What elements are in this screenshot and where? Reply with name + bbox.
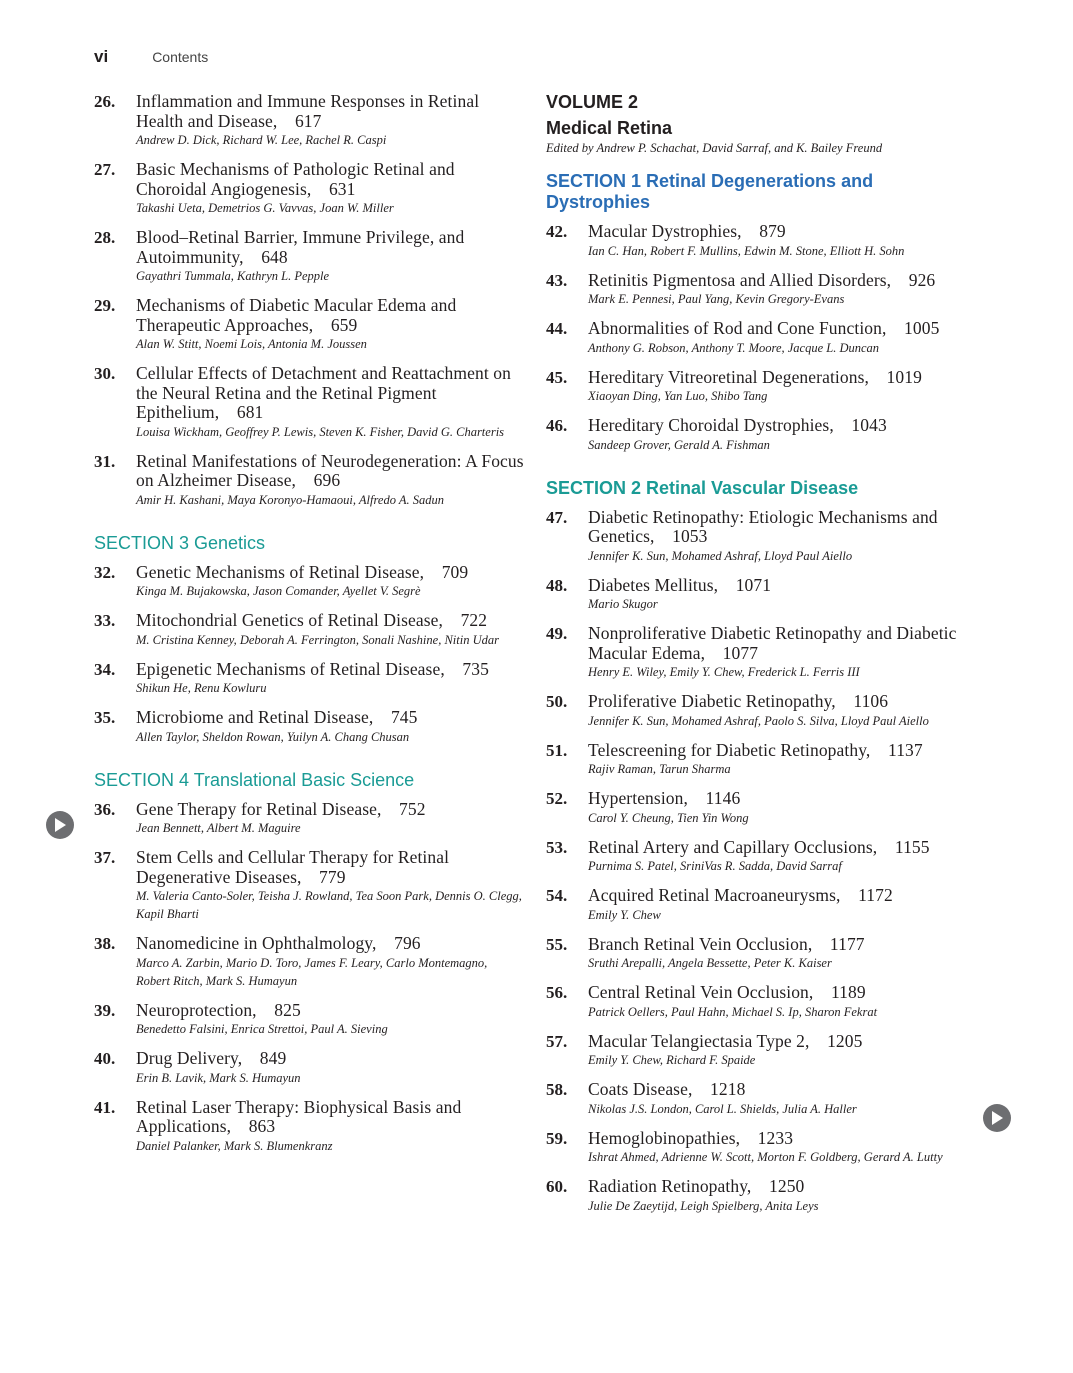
chapter-title: Branch Retinal Vein Occlusion, 1177 (588, 933, 865, 954)
toc-entry (94, 611, 524, 649)
chapter-number: 47. (546, 507, 568, 527)
chapter-number: 33. (94, 611, 116, 630)
chapter-number: 48. (546, 575, 568, 595)
chapter-number: 59. (546, 1128, 568, 1148)
chapter-number: 45. (546, 367, 568, 387)
chapter-number: 37. (94, 848, 116, 867)
toc-entry (546, 271, 976, 309)
toc-entry (546, 1129, 976, 1167)
entry-list (94, 563, 524, 746)
toc-entry (546, 508, 976, 565)
chapter-authors: Purnima S. Patel, SriniVas R. Sadda, David Sarraf (588, 859, 842, 873)
toc-entry (94, 452, 524, 509)
chapter-authors: Jennifer K. Sun, Mohamed Ashraf, Paolo S. Silva, Lloyd Paul Aiello (588, 713, 929, 728)
chapter-title: Stem Cells and Cellular Therapy for Retinal Degenerative Diseases, 779 (136, 847, 450, 887)
chapter-title: Retinal Laser Therapy: Biophysical Basis and Applications, 863 (136, 1096, 462, 1136)
toc-entry (546, 692, 976, 730)
chapter-authors: Mark E. Pennesi, Paul Yang, Kevin Gregory-Evans (588, 292, 845, 306)
chapter-number: 44. (546, 319, 568, 338)
toc-entry (546, 1032, 976, 1070)
chapter-authors: Julie De Zaeytijd, Leigh Spielberg, Anita Leys (588, 1198, 819, 1213)
chapter-authors: Takashi Ueta, Demetrios G. Vavvas, Joan W. Miller (136, 201, 394, 215)
section-heading-vascular: SECTION 2 Retinal Vascular Disease (546, 477, 859, 498)
chapter-authors: Carol Y. Cheung, Tien Yin Wong (588, 810, 749, 825)
chapter-title: Hypertension, 1146 (588, 788, 741, 808)
toc-entry (94, 160, 524, 217)
toc-entry (546, 624, 976, 681)
chapter-title: Inflammation and Immune Responses in Retinal Health and Disease, 617 (136, 91, 480, 131)
toc-entry (546, 789, 976, 827)
toc-entry (94, 228, 524, 285)
chapter-title: Macular Dystrophies, 879 (588, 221, 786, 241)
chapter-title: Diabetic Retinopathy: Etiologic Mechanisms and Genetics, 1053 (588, 506, 938, 546)
chapter-number: 55. (546, 934, 568, 954)
right-column (546, 92, 976, 1226)
chapter-number: 26. (94, 92, 116, 111)
chapter-authors: Gayathri Tummala, Kathryn L. Pepple (136, 269, 330, 283)
chapter-number: 27. (94, 160, 116, 179)
chapter-number: 53. (546, 837, 568, 857)
chapter-number: 60. (546, 1177, 568, 1196)
chapter-authors: Mario Skugor (588, 597, 658, 611)
chapter-authors: Nikolas J.S. London, Carol L. Shields, Julia A. Haller (588, 1101, 857, 1116)
chapter-number: 54. (546, 886, 568, 905)
chapter-authors: Kinga M. Bujakowska, Jason Comander, Ayellet V. Segrè (136, 584, 421, 598)
toc-entry (94, 800, 524, 838)
chapter-authors: Andrew D. Dick, Richard W. Lee, Rachel R. Caspi (136, 133, 387, 147)
toc-entry (546, 368, 976, 406)
chapter-title: Central Retinal Vein Occlusion, 1189 (588, 982, 866, 1002)
chapter-authors: Ian C. Han, Robert F. Mullins, Edwin M. Stone, Elliott H. Sohn (588, 243, 905, 258)
toc-entry (94, 660, 524, 698)
toc-entry (546, 983, 976, 1021)
chapter-authors: Xiaoyan Ding, Yan Luo, Shibo Tang (588, 389, 768, 403)
chapter-title: Hereditary Vitreoretinal Degenerations, 1019 (588, 366, 922, 387)
chapter-authors: Benedetto Falsini, Enrica Strettoi, Paul A. Sieving (136, 1022, 388, 1036)
toc-entry (546, 838, 976, 876)
chapter-authors: Henry E. Wiley, Emily Y. Chew, Frederick L. Ferris III (588, 665, 860, 679)
chapter-authors: Sandeep Grover, Gerald A. Fishman (588, 437, 770, 452)
toc-entry (94, 934, 524, 990)
chapter-number: 46. (546, 416, 568, 435)
chapter-title: Mechanisms of Diabetic Macular Edema and Therapeutic Approaches, 659 (136, 295, 457, 335)
chapter-title: Diabetes Mellitus, 1071 (588, 574, 772, 595)
chapter-title: Gene Therapy for Retinal Disease, 752 (136, 798, 426, 819)
chapter-title: Nonproliferative Diabetic Retinopathy and Diabetic Macular Edema, 1077 (588, 623, 957, 663)
chapter-number: 49. (546, 624, 568, 643)
chapter-authors: Emily Y. Chew (588, 907, 661, 922)
chapter-title: Macular Telangiectasia Type 2, 1205 (588, 1030, 863, 1051)
running-title: Contents (152, 49, 209, 65)
chapter-authors: Daniel Palanker, Mark S. Blumenkranz (136, 1138, 333, 1153)
chapter-number: 40. (94, 1049, 116, 1068)
chapter-authors: Ishrat Ahmed, Adrienne W. Scott, Morton F. Goldberg, Gerard A. Lutty (588, 1150, 943, 1164)
chapter-title: Hemoglobinopathies, 1233 (588, 1127, 794, 1148)
chapter-authors: Jennifer K. Sun, Mohamed Ashraf, Lloyd Paul Aiello (588, 548, 853, 563)
chapter-number: 42. (546, 222, 568, 241)
chapter-title: Telescreening for Diabetic Retinopathy, 1137 (588, 739, 923, 760)
chapter-title: Proliferative Diabetic Retinopathy, 1106 (588, 691, 889, 711)
chapter-title: Coats Disease, 1218 (588, 1079, 746, 1099)
play-icon[interactable] (983, 1104, 1011, 1132)
entry-list (94, 800, 524, 1155)
toc-entry (94, 1001, 524, 1039)
chapter-number: 58. (546, 1080, 568, 1099)
toc-entry (546, 741, 976, 779)
chapter-number: 43. (546, 270, 568, 290)
toc-entry (546, 1177, 976, 1215)
chapter-title: Retinal Artery and Capillary Occlusions, 1155 (588, 836, 930, 857)
chapter-title: Mitochondrial Genetics of Retinal Disease, 722 (136, 610, 488, 630)
chapter-number: 56. (546, 983, 568, 1002)
chapter-authors: M. Valeria Canto-Soler, Teisha J. Rowland, Tea Soon Park, Dennis O. Clegg, Kapil Bharti (136, 889, 522, 921)
chapter-authors: Sruthi Arepalli, Angela Bessette, Peter K. Kaiser (588, 956, 832, 970)
toc-entry (94, 296, 524, 353)
chapter-title: Retinal Manifestations of Neurodegeneration: A Focus on Alzheimer Disease, 696 (136, 450, 524, 490)
chapter-number: 52. (546, 789, 568, 808)
chapter-number: 32. (94, 562, 116, 582)
chapter-number: 41. (94, 1097, 116, 1117)
chapter-authors: Patrick Oellers, Paul Hahn, Michael S. Ip, Sharon Fekrat (588, 1004, 878, 1019)
chapter-number: 38. (94, 934, 116, 953)
chapter-authors: Erin B. Lavik, Mark S. Humayun (136, 1070, 301, 1085)
chapter-authors: Louisa Wickham, Geoffrey P. Lewis, Steven K. Fisher, David G. Charteris (136, 424, 505, 439)
toc-entry (94, 563, 524, 601)
section-heading-degenerations: SECTION 1 Retinal Degenerations and Dystrophies (546, 171, 874, 212)
chapter-title: Retinitis Pigmentosa and Allied Disorders, 926 (588, 269, 936, 290)
left-column (94, 92, 524, 1166)
chapter-number: 29. (94, 296, 116, 315)
chapter-number: 35. (94, 708, 116, 727)
chapter-authors: Alan W. Stitt, Noemi Lois, Antonia M. Joussen (136, 337, 367, 351)
chapter-authors: Jean Bennett, Albert M. Maguire (136, 821, 301, 835)
toc-entry (546, 935, 976, 973)
toc-entry (94, 1098, 524, 1155)
chapter-number: 51. (546, 740, 568, 760)
chapter-number: 31. (94, 451, 116, 471)
volume-editors: Edited by Andrew P. Schachat, David Sarraf, and K. Bailey Freund (546, 141, 883, 155)
chapter-title: Nanomedicine in Ophthalmology, 796 (136, 933, 421, 953)
chapter-number: 34. (94, 659, 116, 679)
toc-entry (546, 886, 976, 924)
toc-entry (94, 1049, 524, 1087)
chapter-authors: Emily Y. Chew, Richard F. Spaide (588, 1053, 756, 1067)
toc-entry (94, 848, 524, 923)
chapter-authors: M. Cristina Kenney, Deborah A. Ferrington, Sonali Nashine, Nitin Udar (136, 632, 499, 647)
entry-list (546, 508, 976, 1215)
chapter-title: Radiation Retinopathy, 1250 (588, 1176, 805, 1196)
page-header (94, 47, 208, 71)
chapter-authors: Marco A. Zarbin, Mario D. Toro, James F. Leary, Carlo Montemagno, Robert Ritch, Mark S. Humayun (136, 955, 488, 988)
chapter-title: Genetic Mechanisms of Retinal Disease, 709 (136, 561, 469, 582)
entry-list (94, 92, 524, 509)
chapter-authors: Allen Taylor, Sheldon Rowan, Yuilyn A. Chang Chusan (136, 729, 410, 744)
toc-entry (546, 319, 976, 357)
page-number: vi (94, 47, 109, 66)
toc-entry (94, 708, 524, 746)
chapter-number: 36. (94, 799, 116, 819)
section-heading-translational: SECTION 4 Translational Basic Science (94, 769, 415, 790)
toc-entry (94, 364, 524, 441)
chapter-number: 28. (94, 228, 116, 247)
chapter-title: Drug Delivery, 849 (136, 1048, 287, 1068)
chapter-title: Hereditary Choroidal Dystrophies, 1043 (588, 415, 887, 435)
chapter-title: Neuroprotection, 825 (136, 999, 301, 1020)
chapter-number: 39. (94, 1000, 116, 1020)
chapter-title: Microbiome and Retinal Disease, 745 (136, 707, 418, 727)
toc-entry (546, 576, 976, 614)
chapter-number: 57. (546, 1031, 568, 1051)
chapter-title: Abnormalities of Rod and Cone Function, 1005 (588, 318, 940, 338)
volume-label: VOLUME 2 (546, 92, 639, 112)
chapter-number: 30. (94, 364, 116, 383)
chapter-authors: Shikun He, Renu Kowluru (136, 681, 267, 695)
chapter-title: Basic Mechanisms of Pathologic Retinal and Choroidal Angiogenesis, 631 (136, 159, 455, 199)
chapter-title: Blood–Retinal Barrier, Immune Privilege, and Autoimmunity, 648 (136, 227, 465, 267)
chapter-authors: Amir H. Kashani, Maya Koronyo-Hamaoui, Alfredo A. Sadun (136, 492, 444, 507)
entry-list (546, 222, 976, 454)
chapter-title: Epigenetic Mechanisms of Retinal Disease, 735 (136, 658, 489, 679)
volume-title: Medical Retina (546, 118, 673, 138)
toc-entry (546, 1080, 976, 1118)
section-heading-genetics: SECTION 3 Genetics (94, 532, 266, 553)
chapter-title: Acquired Retinal Macroaneurysms, 1172 (588, 885, 893, 905)
chapter-authors: Rajiv Raman, Tarun Sharma (588, 762, 731, 776)
toc-entry (546, 222, 976, 260)
toc-entry (546, 416, 976, 454)
chapter-title: Cellular Effects of Detachment and Reattachment on the Neural Retina and the Retinal Pigment Epithelium, 681 (136, 363, 511, 422)
chapter-number: 50. (546, 692, 568, 711)
toc-entry (94, 92, 524, 149)
chapter-authors: Anthony G. Robson, Anthony T. Moore, Jacque L. Duncan (588, 340, 880, 355)
play-icon[interactable] (46, 811, 74, 839)
